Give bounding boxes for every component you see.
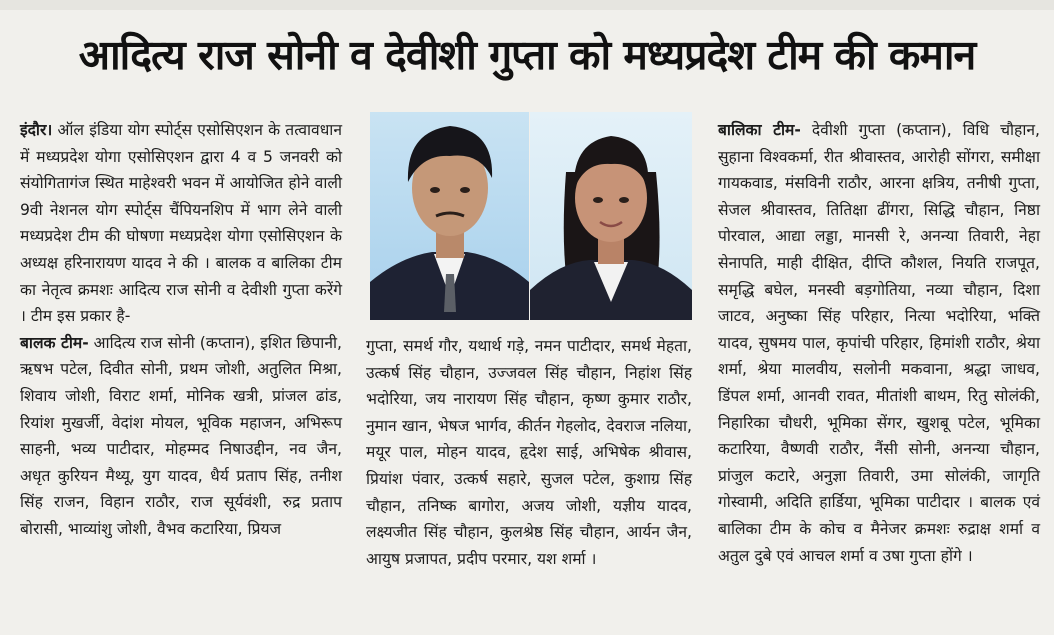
boys-team-continued: गुप्ता, समर्थ गौर, यथार्थ गड़े, नमन पाटीदार, समर्थ मेहता, उत्कर्ष सिंह चौहान, उज्जवल सिंह चौहान, निहांश सिंह भदोरिया, जय नारायण सिंह चौहान, कृष्ण कुमार राठौर, नुमान खान, भेषज भार्गव, कीर्तन गेहलोद, देवराज नलिया, मयूर पाल, मोहन यादव, हृदेश साई, अभिषेक श्रीवास, प्रियांश पंवार, उत्कर्ष सहारे, सुजल पटेल, कुशाग्र सिंह चौहान, तनिष्क बागोरा, अजय जोशी, यज्ञीय यादव, लक्ष्यजीत सिंह चौहान, कुलश्रेष्ठ सिंह चौहान, आर्यन जैन, आयुष प्रजापत, प्रदीप परमार, यश शर्मा । <box>366 337 692 568</box>
boys-team-text: आदित्य राज सोनी (कप्तान), इशित छिपानी, ऋषभ पटेल, दिवीत सोनी, प्रथम जोशी, अतुलित मिश्रा, शिवाय जोशी, विराट शर्मा, मोनिक खत्री, प्रांजल ढांड, रियांश मुखर्जी, वेदांश मोयल, भूविक महाजन, अभिरूप साहनी, भव्य पाटीदार, मोहम्मद निषाउद्दीन, नव जैन, अधृत कुरियन मैथ्यू, युग यादव, धैर्य प्रताप सिंह, तनीश सिंह राजन, विहान राठौर, राज सूर्यवंशी, रुद्र प्रताप बोरासी, भाव्यांशु जोशी, वैभव कटारिया, प्रियज <box>20 333 342 538</box>
article-column-3 <box>718 117 1040 569</box>
girl-portrait-photo <box>530 112 692 320</box>
article-column-2 <box>366 333 692 572</box>
girls-team-text: देवीशी गुप्ता (कप्तान), विधि चौहान, सुहाना विश्वकर्मा, रीत श्रीवास्तव, आरोही सोंगरा, समीक्षा गायकवाड, मंसविनी राठौर, आरना क्षत्रिय, तनीषी गुप्ता, सेजल श्रीवास्तव, तितिक्षा ढींगरा, सिद्धि चौहान, निष्ठा पोरवाल, आद्या लड्डा, मानसी रे, अनन्या तिवारी, नेहा सेनापति, माही दीक्षित, दीप्ति कौशल, नियति राजपूत, समृद्धि बघेल, मनस्वी बड़गोतिया, नव्या चौहान, दिशा जाटव, अनुष्का सिंह परिहार, नित्या भदोरिया, भक्ति यादव, सुषमय पाल, कृपांची परिहार, हिमांशी राठौर, श्रेया शर्मा, श्रेया मालवीय, सलोनी मकवाना, श्रद्धा जाधव, डिंपल शर्मा, आनवी रावत, मीतांशी बाथम, रितु सोलंकी, निहारिका चौधरी, भूमिका सेंगर, खुशबू पटेल, भूमिका कटारिया, वैष्णवी राठौर, नैंसी सोनी, अनन्या चौहान, प्रांजुल कटारे, अनुज्ञा तिवारी, उमा सोलंकी, जागृति गोस्वामी, अदिति हार्डिया, भूमिका पाटीदार । बालक एवं बालिका टीम के कोच व मैनेजर क्रमशः रुद्राक्ष शर्मा व अतुल दुबे एवं आचल शर्मा व उषा गुप्ता होंगे । <box>718 121 1040 565</box>
boys-team-lead: बालक टीम- <box>20 333 89 352</box>
intro-paragraph <box>20 117 342 330</box>
girls-team-paragraph <box>718 117 1040 569</box>
article-column-1 <box>20 117 342 543</box>
boys-team-paragraph <box>20 330 342 543</box>
dateline: इंदौर। <box>20 121 53 139</box>
intro-text: ऑल इंडिया योग स्पोर्ट्स एसोसिएशन के तत्वावधान में मध्यप्रदेश योगा एसोसिएशन द्वारा 4 व 5 जनवरी को संयोगितागंज स्थित माहेश्वरी भवन में आयोजित होने वाली 9वी नेशनल योग स्पोर्ट्स चैंपियनशिप में भाग लेने वाली मध्यप्रदेश टीम की घोषणा मध्यप्रदेश योगा एसोसिएशन के अध्यक्ष हरिनारायण यादव ने की । बालक व बालिका टीम का नेतृत्व क्रमशः आदित्य राज सोनी व देवीशी गुप्ता करेंगे । टीम इस प्रकार है- <box>20 121 342 326</box>
cropped-top-strip <box>0 0 1054 10</box>
girls-team-lead: बालिका टीम- <box>718 121 801 139</box>
article-headline: आदित्य राज सोनी व देवीशी गुप्ता को मध्यप्रदेश टीम की कमान <box>78 31 976 79</box>
boy-portrait-photo <box>370 112 529 320</box>
